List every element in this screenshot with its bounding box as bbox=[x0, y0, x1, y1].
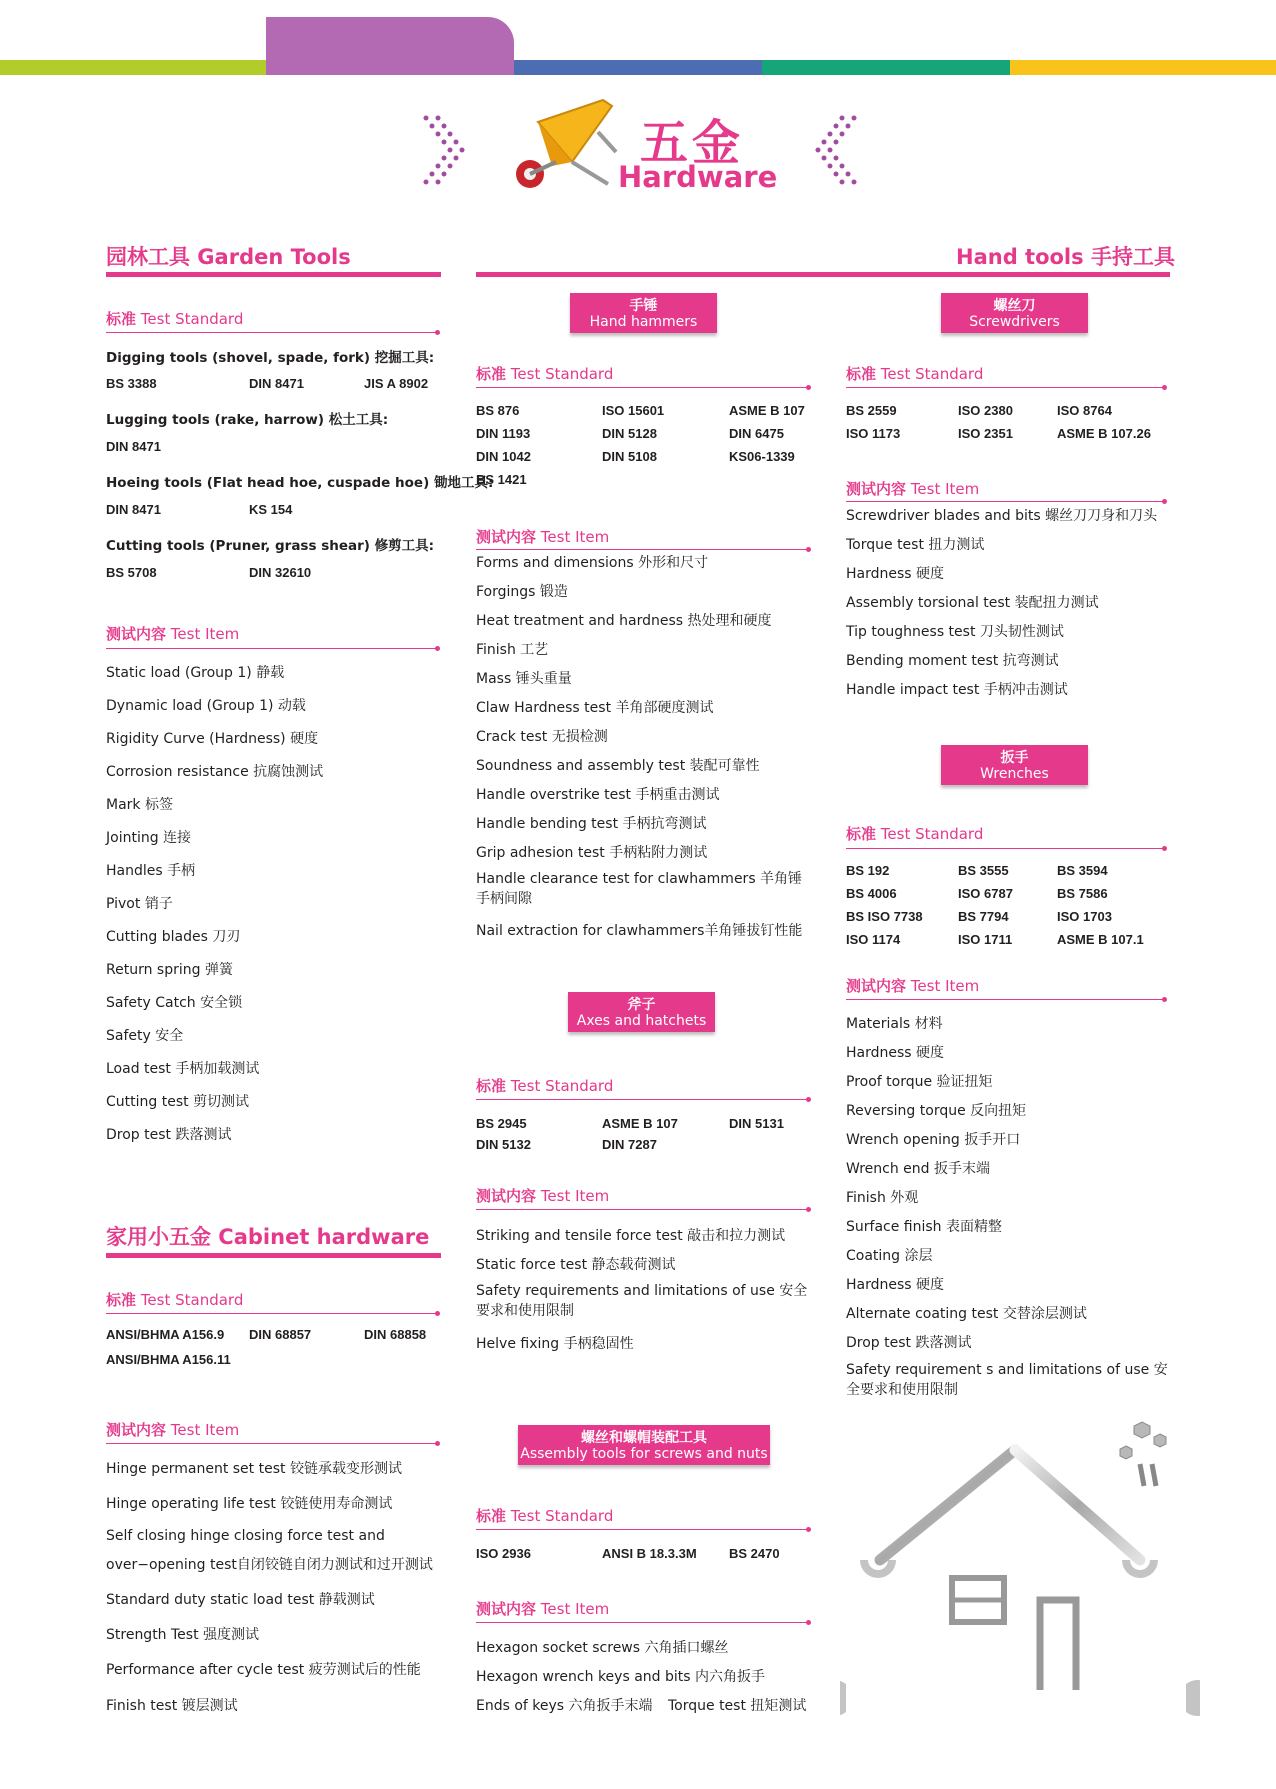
cabinet-test-item: Self closing hinge closing force test and bbox=[106, 1528, 385, 1544]
hoeing-tools-label: Hoeing tools (Flat head hoe, cuspade hoe) 锄地工具: bbox=[106, 475, 494, 491]
chevrons-right-icon bbox=[420, 110, 470, 190]
standard-code: ISO 1174 bbox=[846, 932, 901, 947]
standard-code: BS 876 bbox=[476, 403, 520, 418]
screw-assembly-pill: 螺丝和螺帽装配工具 Assembly tools for screws and nuts bbox=[518, 1425, 770, 1465]
wrenches-test-item: Materials 材料 bbox=[846, 1016, 943, 1032]
standard-code: DIN 5108 bbox=[602, 449, 657, 464]
garden-tools-heading: 园林工具 Garden Tools bbox=[106, 245, 351, 269]
standard-code: BS 5708 bbox=[106, 565, 157, 580]
page-title-zh: 五金 bbox=[640, 115, 745, 171]
standard-code: ISO 1711 bbox=[958, 932, 1013, 947]
garden-test-item: Safety 安全 bbox=[106, 1028, 184, 1044]
garden-test-item: Cutting blades 刀刃 bbox=[106, 929, 241, 945]
cabinet-heading-rule bbox=[106, 1253, 441, 1258]
wrenches-test-item: Proof torque 验证扭矩 bbox=[846, 1074, 993, 1090]
page-title-en: Hardware bbox=[618, 160, 778, 194]
axes-item-label: 测试内容 Test Item bbox=[476, 1187, 610, 1205]
cabinet-test-item: over−opening test自闭铰链自闭力测试和过开测试 bbox=[106, 1557, 433, 1573]
garden-test-item: Return spring 弹簧 bbox=[106, 962, 233, 978]
hammers-standard-rule bbox=[476, 387, 809, 388]
hammers-standard-label: 标准 Test Standard bbox=[476, 365, 614, 383]
standard-code: BS 4006 bbox=[846, 886, 897, 901]
standard-code: BS 3555 bbox=[958, 863, 1009, 878]
cabinet-test-item: Standard duty static load test 静载测试 bbox=[106, 1592, 375, 1608]
screwtools-standard-label: 标准 Test Standard bbox=[476, 1507, 614, 1525]
screwtools-standard-rule bbox=[476, 1529, 809, 1530]
standard-code: BS 1421 bbox=[476, 472, 527, 487]
hammers-item-rule bbox=[476, 549, 809, 550]
screwdrivers-test-item: Handle impact test 手柄冲击测试 bbox=[846, 682, 1068, 698]
wrenches-test-item: Reversing torque 反向扭矩 bbox=[846, 1103, 1027, 1119]
axes-pill: 斧子 Axes and hatchets bbox=[568, 992, 715, 1032]
wheelbarrow-icon bbox=[508, 92, 620, 196]
standard-code: DIN 8471 bbox=[106, 439, 161, 454]
wrench-house-illustration bbox=[840, 1420, 1200, 1720]
standard-code: BS 7586 bbox=[1057, 886, 1108, 901]
standard-code: ANSI/BHMA A156.9 bbox=[106, 1327, 225, 1342]
standard-code: KS 154 bbox=[249, 502, 293, 517]
standard-code: DIN 1193 bbox=[476, 426, 531, 441]
standard-code: ISO 8764 bbox=[1057, 403, 1112, 418]
standard-code: ISO 1173 bbox=[846, 426, 901, 441]
screwdrivers-standard-rule bbox=[846, 387, 1165, 388]
screwdrivers-test-item: Assembly torsional test 装配扭力测试 bbox=[846, 595, 1099, 611]
screwdrivers-test-item: Bending moment test 抗弯测试 bbox=[846, 653, 1059, 669]
garden-test-item: Handles 手柄 bbox=[106, 863, 196, 879]
screwtools-test-item: Torque test 扭矩测试 bbox=[668, 1698, 807, 1714]
standard-code: BS ISO 7738 bbox=[846, 909, 923, 924]
wrenches-pill: 扳手 Wrenches bbox=[941, 745, 1088, 785]
standard-code: ISO 2380 bbox=[958, 403, 1013, 418]
standard-code: BS 2945 bbox=[476, 1116, 527, 1131]
garden-test-item: Load test 手柄加载测试 bbox=[106, 1061, 260, 1077]
standard-code: BS 2559 bbox=[846, 403, 897, 418]
top-band-blue bbox=[514, 60, 762, 75]
cutting-tools-label: Cutting tools (Pruner, grass shear) 修剪工具: bbox=[106, 538, 435, 554]
garden-test-item: Dynamic load (Group 1) 动载 bbox=[106, 698, 306, 714]
hammers-test-item: Heat treatment and hardness 热处理和硬度 bbox=[476, 613, 772, 629]
axes-test-item: Helve fixing 手柄稳固性 bbox=[476, 1336, 634, 1352]
hammers-test-item: Forgings 锻造 bbox=[476, 584, 568, 600]
cabinet-item-label: 测试内容 Test Item bbox=[106, 1421, 240, 1439]
wrenches-standard-rule bbox=[846, 848, 1165, 849]
hand-tools-heading-rule bbox=[476, 272, 1170, 277]
standard-code: DIN 6475 bbox=[729, 426, 784, 441]
wrenches-test-item: Safety requirement s and limitations of use 安全要求和使用限制 bbox=[846, 1362, 1168, 1398]
hammers-test-item: Soundness and assembly test 装配可靠性 bbox=[476, 758, 760, 774]
standard-code: DIN 5131 bbox=[729, 1116, 784, 1131]
hammers-test-item: Nail extraction for clawhammers羊角锤拔钉性能 bbox=[476, 923, 803, 939]
cabinet-test-item: Finish test 镀层测试 bbox=[106, 1698, 238, 1714]
standard-code: BS 7794 bbox=[958, 909, 1009, 924]
standard-code: ASME B 107.26 bbox=[1057, 426, 1151, 441]
wrenches-test-item: Alternate coating test 交替涂层测试 bbox=[846, 1306, 1087, 1322]
top-band-yellow bbox=[1010, 60, 1276, 75]
cabinet-test-item: Hinge permanent set test 铰链承载变形测试 bbox=[106, 1461, 402, 1477]
screwdrivers-test-item: Screwdriver blades and bits 螺丝刀刀身和刀头 bbox=[846, 508, 1158, 524]
standard-code: KS06-1339 bbox=[729, 449, 795, 464]
wrenches-test-item: Hardness 硬度 bbox=[846, 1277, 945, 1293]
standard-code: ASME B 107.1 bbox=[1057, 932, 1144, 947]
standard-code: DIN 8471 bbox=[106, 502, 161, 517]
screwdrivers-pill: 螺丝刀 Screwdrivers bbox=[941, 293, 1088, 333]
garden-item-label: 测试内容 Test Item bbox=[106, 625, 240, 643]
top-band-green bbox=[762, 60, 1010, 75]
screwtools-item-rule bbox=[476, 1622, 809, 1623]
screwtools-item-label: 测试内容 Test Item bbox=[476, 1600, 610, 1618]
standard-code: ISO 2351 bbox=[958, 426, 1013, 441]
standard-code: DIN 68857 bbox=[249, 1327, 312, 1342]
standard-code: DIN 1042 bbox=[476, 449, 531, 464]
garden-test-item: Rigidity Curve (Hardness) 硬度 bbox=[106, 731, 319, 747]
wrenches-test-item: Wrench end 扳手末端 bbox=[846, 1161, 990, 1177]
top-band-lime bbox=[0, 60, 266, 75]
garden-test-item: Drop test 跌落测试 bbox=[106, 1127, 232, 1143]
axes-standard-rule bbox=[476, 1099, 809, 1100]
standard-code: DIN 5132 bbox=[476, 1137, 531, 1152]
cabinet-standard-rule bbox=[106, 1313, 438, 1314]
standard-code: ANSI B 18.3.3M bbox=[602, 1546, 697, 1561]
axes-standard-label: 标准 Test Standard bbox=[476, 1077, 614, 1095]
hammers-test-item: Handle bending test 手柄抗弯测试 bbox=[476, 816, 707, 832]
standard-code: DIN 7287 bbox=[602, 1137, 657, 1152]
standard-code: DIN 68858 bbox=[364, 1327, 427, 1342]
standard-code: JIS A 8902 bbox=[364, 376, 429, 391]
screwdrivers-test-item: Hardness 硬度 bbox=[846, 566, 945, 582]
screwtools-test-item: Hexagon socket screws 六角插口螺丝 bbox=[476, 1640, 729, 1656]
garden-test-item: Pivot 销子 bbox=[106, 896, 173, 912]
hammers-test-item: Handle clearance test for clawhammers 羊角锤手柄间隙 bbox=[476, 871, 803, 907]
garden-test-item: Jointing 连接 bbox=[106, 830, 192, 846]
wrenches-item-rule bbox=[846, 999, 1165, 1000]
hammers-test-item: Grip adhesion test 手柄粘附力测试 bbox=[476, 845, 708, 861]
hand-tools-heading: Hand tools 手持工具 bbox=[956, 245, 1175, 269]
standard-code: BS 2470 bbox=[729, 1546, 780, 1561]
garden-test-item: Cutting test 剪切测试 bbox=[106, 1094, 250, 1110]
cabinet-test-item: Performance after cycle test 疲劳测试后的性能 bbox=[106, 1662, 421, 1678]
axes-test-item: Static force test 静态载荷测试 bbox=[476, 1257, 676, 1273]
garden-standard-label: 标准 Test Standard bbox=[106, 310, 244, 328]
standard-code: BS 3388 bbox=[106, 376, 157, 391]
standard-code: DIN 8471 bbox=[249, 376, 304, 391]
top-band-tab bbox=[266, 17, 514, 75]
axes-test-item: Safety requirements and limitations of use 安全要求和使用限制 bbox=[476, 1283, 808, 1319]
standard-code: ISO 1703 bbox=[1057, 909, 1112, 924]
hand-hammers-pill: 手锤 Hand hammers bbox=[570, 293, 717, 333]
garden-standard-rule bbox=[106, 332, 438, 333]
hammers-item-label: 测试内容 Test Item bbox=[476, 528, 610, 546]
cabinet-standard-label: 标准 Test Standard bbox=[106, 1291, 244, 1309]
hammers-test-item: Finish 工艺 bbox=[476, 642, 549, 658]
garden-heading-rule bbox=[106, 272, 441, 277]
screwdrivers-standard-label: 标准 Test Standard bbox=[846, 365, 984, 383]
axes-item-rule bbox=[476, 1209, 809, 1210]
standard-code: DIN 5128 bbox=[602, 426, 657, 441]
hammers-test-item: Crack test 无损检测 bbox=[476, 729, 608, 745]
screwtools-test-item: Ends of keys 六角扳手末端 bbox=[476, 1698, 653, 1714]
wrenches-item-label: 测试内容 Test Item bbox=[846, 977, 980, 995]
standard-code: ASME B 107 bbox=[602, 1116, 678, 1131]
standard-code: ASME B 107 bbox=[729, 403, 805, 418]
axes-test-item: Striking and tensile force test 敲击和拉力测试 bbox=[476, 1228, 786, 1244]
standard-code: DIN 32610 bbox=[249, 565, 312, 580]
hammers-test-item: Handle overstrike test 手柄重击测试 bbox=[476, 787, 720, 803]
cabinet-test-item: Strength Test 强度测试 bbox=[106, 1627, 260, 1643]
wrenches-test-item: Coating 涂层 bbox=[846, 1248, 933, 1264]
standard-code: ISO 6787 bbox=[958, 886, 1013, 901]
chevrons-left-icon bbox=[810, 110, 860, 190]
cabinet-test-item: Hinge operating life test 铰链使用寿命测试 bbox=[106, 1496, 393, 1512]
hammers-test-item: Claw Hardness test 羊角部硬度测试 bbox=[476, 700, 714, 716]
cabinet-item-rule bbox=[106, 1443, 438, 1444]
screwdrivers-item-label: 测试内容 Test Item bbox=[846, 480, 980, 498]
hammers-test-item: Forms and dimensions 外形和尺寸 bbox=[476, 555, 709, 571]
digging-tools-label: Digging tools (shovel, spade, fork) 挖掘工具: bbox=[106, 350, 435, 366]
garden-test-item: Static load (Group 1) 静载 bbox=[106, 665, 285, 681]
standard-code: BS 3594 bbox=[1057, 863, 1108, 878]
garden-test-item: Mark 标签 bbox=[106, 797, 173, 813]
wrenches-test-item: Wrench opening 扳手开口 bbox=[846, 1132, 1021, 1148]
wrenches-standard-label: 标准 Test Standard bbox=[846, 825, 984, 843]
wrenches-test-item: Hardness 硬度 bbox=[846, 1045, 945, 1061]
wrenches-test-item: Surface finish 表面精整 bbox=[846, 1219, 1002, 1235]
standard-code: ISO 2936 bbox=[476, 1546, 531, 1561]
garden-test-item: Corrosion resistance 抗腐蚀测试 bbox=[106, 764, 324, 780]
screwtools-test-item: Hexagon wrench keys and bits 内六角扳手 bbox=[476, 1669, 765, 1685]
standard-code: ISO 15601 bbox=[602, 403, 665, 418]
wrenches-test-item: Drop test 跌落测试 bbox=[846, 1335, 972, 1351]
wrenches-test-item: Finish 外观 bbox=[846, 1190, 919, 1206]
standard-code: BS 192 bbox=[846, 863, 890, 878]
hammers-test-item: Mass 锤头重量 bbox=[476, 671, 572, 687]
lugging-tools-label: Lugging tools (rake, harrow) 松土工具: bbox=[106, 412, 389, 428]
garden-item-rule bbox=[106, 648, 438, 649]
garden-test-item: Safety Catch 安全锁 bbox=[106, 995, 243, 1011]
cabinet-hardware-heading: 家用小五金 Cabinet hardware bbox=[106, 1225, 430, 1249]
screwdrivers-item-rule bbox=[846, 501, 1165, 502]
screwdrivers-test-item: Tip toughness test 刀头韧性测试 bbox=[846, 624, 1064, 640]
screwdrivers-test-item: Torque test 扭力测试 bbox=[846, 537, 985, 553]
standard-code: ANSI/BHMA A156.11 bbox=[106, 1352, 231, 1367]
